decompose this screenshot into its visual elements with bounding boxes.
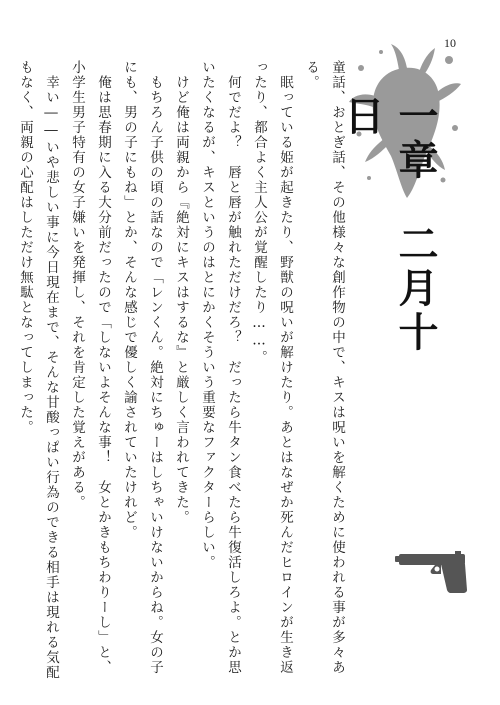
page-number: 10: [444, 36, 456, 50]
paragraph: 幸い――いや悲しい事に今日現在まで、そんな甘酸っぱい行為のできる相手は現れる気配もなく、両親の心配はしただけ無駄となってしまった。: [17, 60, 59, 680]
paragraph: 俺は思春期に入る大分前だったので「しないよそんな事！ 女とかきもちわりーし」と、小学生男子特有の女子嫌いを発揮し、それを肯定した覚えがある。: [69, 60, 111, 675]
chapter-number: 一章: [392, 95, 438, 183]
paragraph: 何でだよ？ 唇と唇が触れただけだろ？ だったら牛タン食べたら牛復活しろよ。とか思いたくなるが、キスというのはとにかくそういう重要なファクターらしい。: [199, 60, 241, 675]
paragraph: けど俺は両親から『絶対にキスはするな』と厳しく言われてきた。: [173, 60, 189, 525]
chapter-title: [338, 95, 442, 395]
paragraph: 童話、おとぎ話、その他様々な創作物の中で、キスは呪いを解くために使われる事が多々ある。: [303, 60, 345, 675]
paragraph: もちろん子供の頃の話なので「レンくん。絶対にちゅーはしちゃいけないからね。女の子にも、男の子にもね」とか、そんな感じで優しく諭されていたけれど。: [121, 60, 163, 675]
body-text: [12, 60, 350, 685]
paragraph: 眠っている姫が起きたり、野獣の呪いが解けたり。あとはなぜか死んだヒロインが生き返ったり、都合よく主人公が覚醒したり……。: [251, 60, 293, 675]
pistol-icon: [395, 548, 473, 594]
chapter-date: 二月十日: [338, 95, 438, 355]
